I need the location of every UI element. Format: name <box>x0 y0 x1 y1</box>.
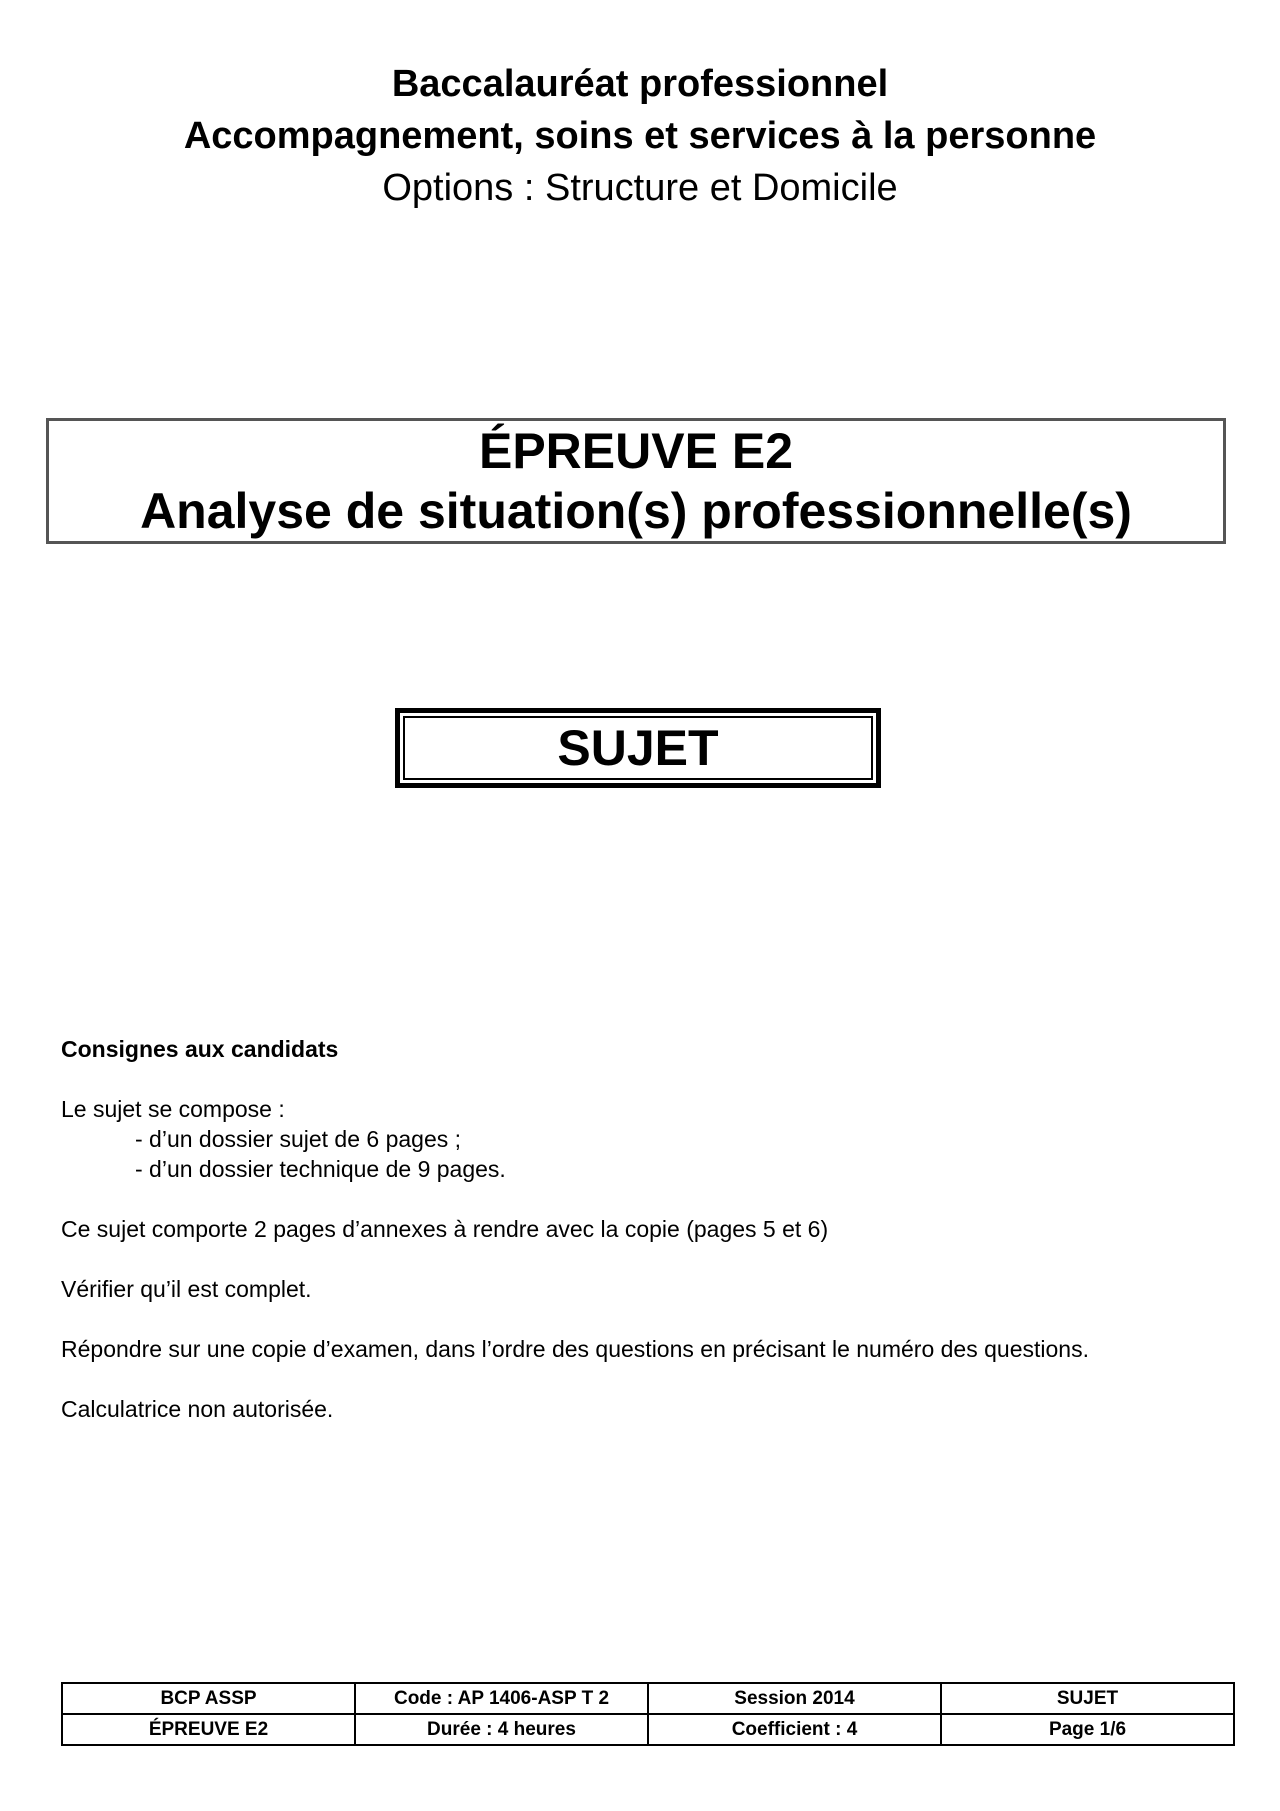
header-subtitle: Accompagnement, soins et services à la personne <box>183 115 1097 157</box>
consignes-calculator: Calculatrice non autorisée. <box>61 1396 334 1422</box>
footer-cell: Coefficient : 4 <box>648 1714 941 1745</box>
epreuve-code: ÉPREUVE E2 <box>478 423 793 479</box>
header-options: Options : Structure et Domicile <box>382 167 898 209</box>
epreuve-title-box <box>46 418 1226 544</box>
header-title: Baccalauréat professionnel <box>391 63 889 105</box>
footer-cell: Session 2014 <box>648 1683 941 1714</box>
consignes-annexes: Ce sujet comporte 2 pages d’annexes à rendre avec la copie (pages 5 et 6) <box>61 1216 829 1242</box>
footer-cell: ÉPREUVE E2 <box>62 1714 355 1745</box>
consignes-title: Consignes aux candidats <box>61 1036 339 1062</box>
sujet-label: SUJET <box>403 716 873 780</box>
document-header <box>0 58 1280 214</box>
list-item: - d’un dossier technique de 9 pages. <box>135 1156 506 1182</box>
consignes-list <box>61 1124 1241 1184</box>
epreuve-name: Analyse de situation(s) professionnelle(s) <box>140 483 1132 539</box>
consignes-composition <box>61 1094 1241 1184</box>
list-item: - d’un dossier sujet de 6 pages ; <box>135 1126 462 1152</box>
footer-cell: Durée : 4 heures <box>355 1714 648 1745</box>
footer-cell: SUJET <box>941 1683 1234 1714</box>
consignes-section <box>61 1034 1241 1454</box>
consignes-verify: Vérifier qu’il est complet. <box>61 1276 312 1302</box>
table-row <box>62 1714 1234 1745</box>
sujet-box <box>395 708 881 788</box>
footer-cell: BCP ASSP <box>62 1683 355 1714</box>
table-row <box>62 1683 1234 1714</box>
consignes-answer: Répondre sur une copie d’examen, dans l’ordre des questions en précisant le numéro des questions. <box>61 1336 1089 1362</box>
consignes-intro: Le sujet se compose : <box>61 1096 285 1122</box>
footer-cell: Page 1/6 <box>941 1714 1234 1745</box>
footer-cell: Code : AP 1406-ASP T 2 <box>355 1683 648 1714</box>
footer-table <box>61 1682 1235 1746</box>
